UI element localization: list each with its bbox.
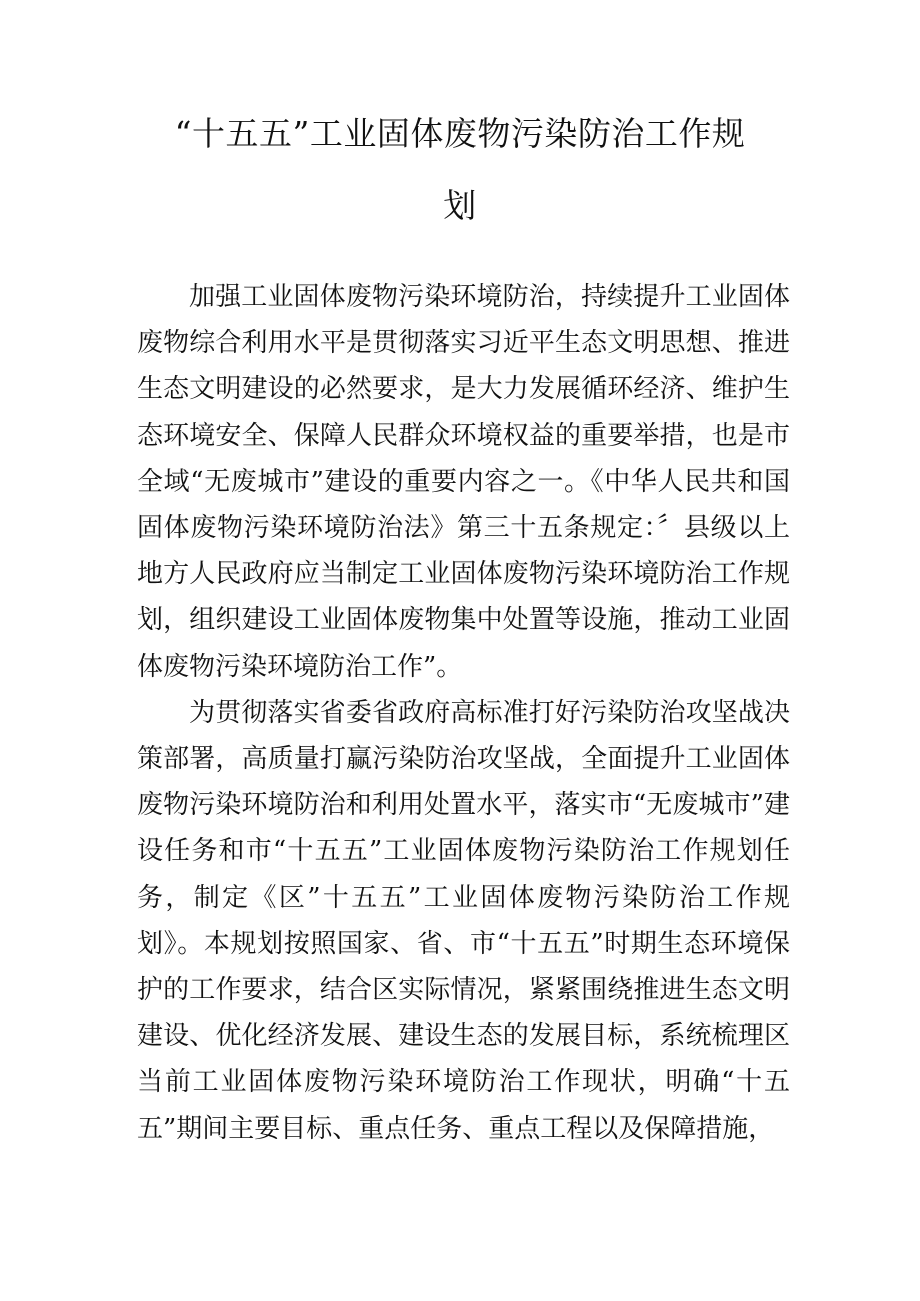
title-line-1: “十五五”工业固体废物污染防治工作规: [174, 114, 746, 153]
title-line-2: 划: [443, 186, 477, 225]
document-body: [137, 274, 790, 1152]
document-title: [130, 98, 790, 242]
paragraph-1: 加强工业固体废物污染环境防治，持续提升工业固体废物综合利用水平是贯彻落实习近平生态文明思想、推进生态文明建设的必然要求，是大力发展循环经济、维护生态环境安全、保障人民群众环境权益的重要举措，也是市全域“无废城市”建设的重要内容之一。《中华人民共和国固体废物污染环境防治法》第三十五条规定：〞县级以上地方人民政府应当制定工业固体废物污染环境防治工作规划，组织建设工业固体废物集中处置等设施，推动工业固体废物污染环境防治工作”。: [137, 282, 790, 682]
paragraph-2: 为贯彻落实省委省政府高标准打好污染防治攻坚战决策部署，高质量打赢污染防治攻坚战，全面提升工业固体废物污染环境防治和利用处置水平，落实市“无废城市”建设任务和市“十五五”工业固体废物污染防治工作规划任务，制定《区”十五五”工业固体废物污染防治工作规划》。本规划按照国家、省、市“十五五”时期生态环境保护的工作要求，结合区实际情况，紧紧围绕推进生态文明建设、优化经济发展、建设生态的发展目标，系统梳理区当前工业固体废物污染环境防治工作现状，明确“十五五”期间主要目标、重点任务、重点工程以及保障措施，: [137, 697, 790, 1144]
